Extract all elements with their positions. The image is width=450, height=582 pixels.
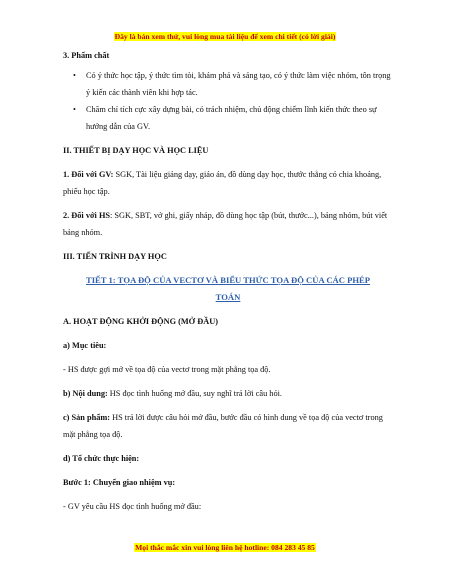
preview-banner: [0, 26, 450, 44]
gv-text: SGK, Tài liệu giảng dạy, giáo án, đồ dùng dạy học, thước thẳng có chia khoảng, phiếu học tập.: [63, 170, 382, 196]
bullet-item: • Có ý thức học tập, ý thức tìm tòi, khám phá và sáng tạo, có ý thức làm việc nhóm, tôn trọng ý kiến các thành viên khi hợp tác.: [63, 67, 393, 101]
section-heading-khoi-dong: A. HOẠT ĐỘNG KHỞI ĐỘNG (MỞ ĐẦU): [63, 317, 218, 326]
paragraph-hs: [63, 207, 393, 241]
hotline-banner: [0, 537, 450, 555]
heading-muc-tieu: a) Mục tiêu:: [63, 341, 107, 350]
lesson-title-link[interactable]: [63, 272, 393, 306]
section-heading-tien-trinh: III. TIẾN TRÌNH DẠY HỌC: [63, 252, 167, 261]
paragraph-noi-dung: [63, 385, 393, 402]
bullet-list: [63, 67, 393, 135]
hs-text: : SGK, SBT, vở ghi, giấy nháp, đồ dùng học tập (bút, thước...), bảng nhóm, bút viết bảng nhóm.: [63, 211, 388, 237]
bullet-item: • Chăm chỉ tích cực xây dựng bài, có trách nhiệm, chủ động chiếm lĩnh kiến thức theo sự hướng dẫn của GV.: [63, 101, 393, 135]
heading-to-chuc: d) Tổ chức thực hiện:: [63, 454, 140, 463]
paragraph-buoc-1: - GV yêu cầu HS đọc tình huống mở đầu:: [63, 502, 202, 511]
lesson-title-line-2[interactable]: TOÁN: [215, 292, 241, 302]
lesson-title-line-1[interactable]: TIẾT 1: TỌA ĐỘ CỦA VECTƠ VÀ BIỂU THỨC TỌA ĐỘ CỦA CÁC PHÉP: [85, 275, 371, 285]
hs-label: 2. Đối với HS: [63, 211, 111, 220]
paragraph-san-pham: [63, 409, 393, 443]
paragraph-gv: [63, 166, 393, 200]
san-pham-label: c) Sản phẩm:: [63, 413, 111, 422]
noi-dung-text: HS đọc tình huống mở đầu, suy nghĩ trả lời câu hỏi.: [107, 389, 282, 398]
hotline-banner-text: Mọi thắc mắc xin vui lòng liên hệ hotline: 084 283 45 85: [135, 543, 315, 552]
document-body: [63, 47, 393, 515]
paragraph-muc-tieu: - HS được gợi mở về tọa độ của vectơ trong mặt phẳng tọa độ.: [63, 365, 271, 374]
gv-label: 1. Đối với GV:: [63, 170, 114, 179]
noi-dung-label: b) Nội dung:: [63, 389, 108, 398]
section-heading-pham-chat: 3. Phẩm chất: [63, 51, 110, 60]
section-heading-thiet-bi: II. THIẾT BỊ DẠY HỌC VÀ HỌC LIỆU: [63, 146, 209, 155]
preview-banner-text: Đây là bản xem thử, vui lòng mua tài liệu để xem chi tiết (có lời giải): [114, 32, 336, 41]
san-pham-text: HS trả lời được câu hỏi mở đầu, bước đầu có hình dung về tọa độ của vectơ trong mặt phẳng tọa độ.: [63, 413, 383, 439]
heading-buoc-1: Bước 1: Chuyển giao nhiệm vụ:: [63, 478, 176, 487]
